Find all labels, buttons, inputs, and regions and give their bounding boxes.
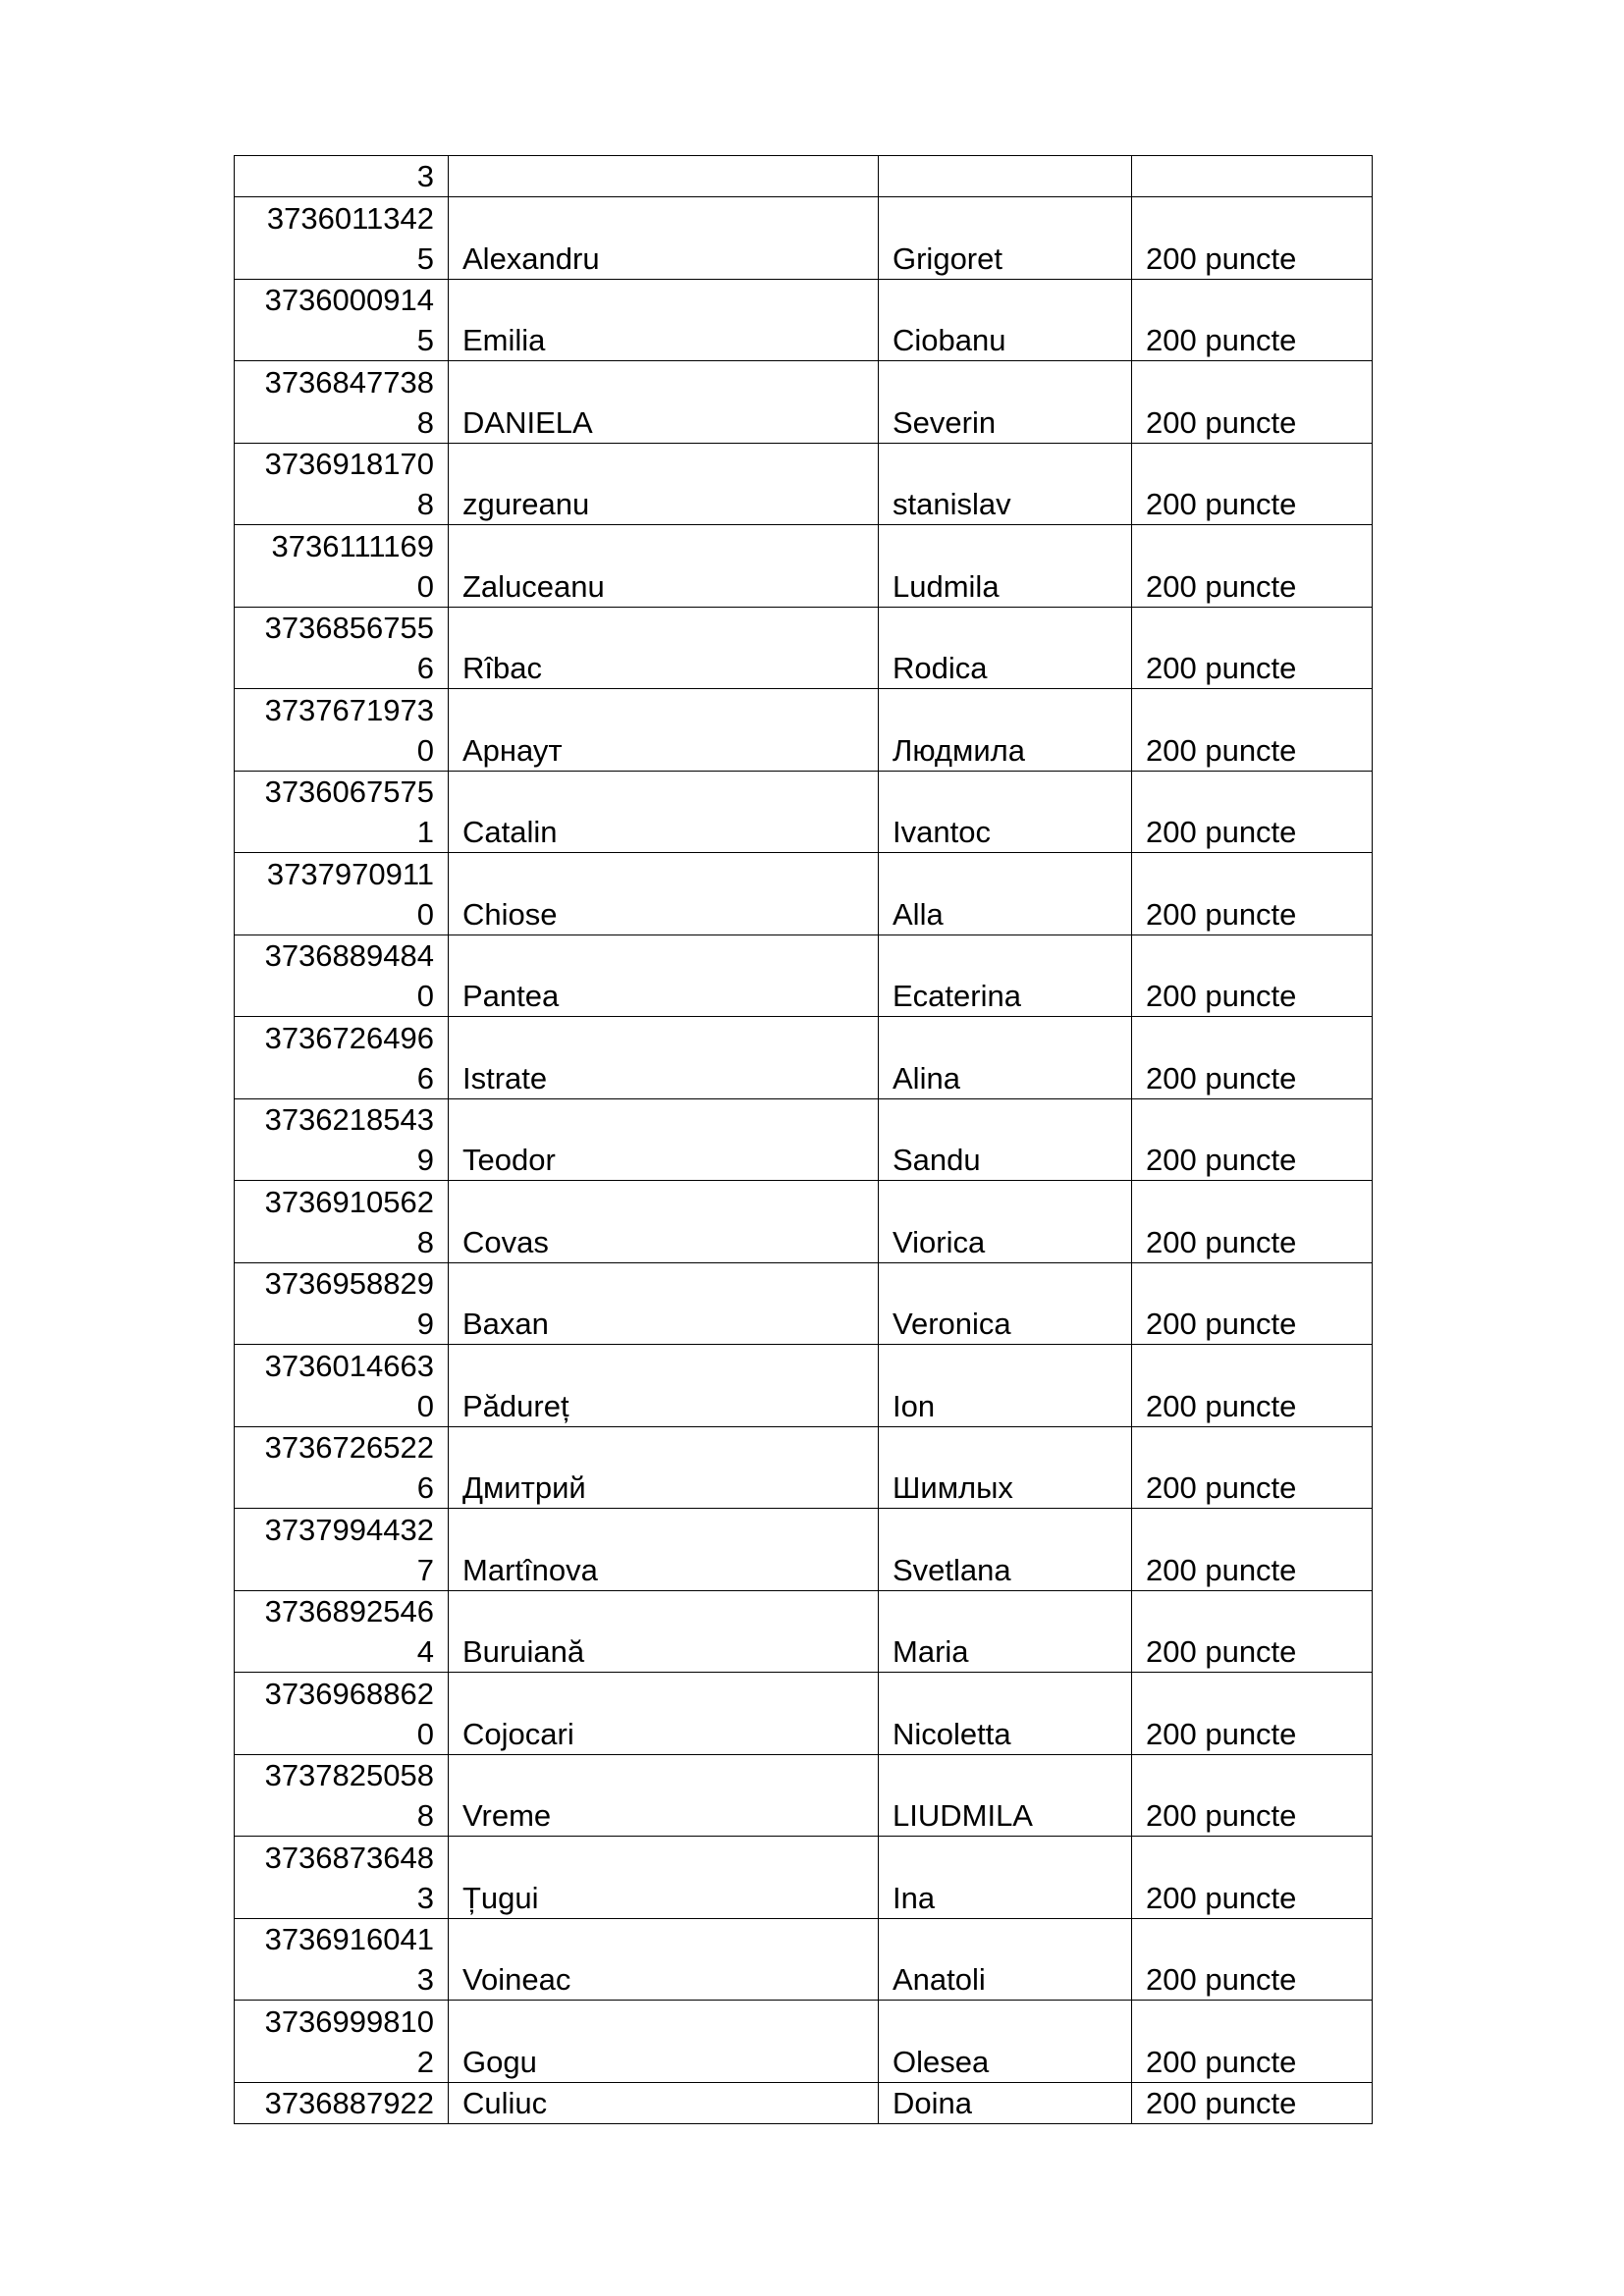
last-name-cell: [879, 1426, 1132, 1509]
phone-id-line: 3736014663: [264, 1348, 434, 1383]
phone-id-cell: [235, 197, 449, 280]
phone-id-line: 3736918170: [264, 447, 434, 481]
table-row: [235, 853, 1373, 935]
phone-id-line: 9: [416, 1143, 434, 1177]
last-name-cell: [879, 525, 1132, 608]
points-cell-text: 200 puncte: [1146, 1060, 1297, 1095]
first-name-cell-text: Zaluceanu: [462, 568, 605, 604]
last-name-cell-text: Sandu: [893, 1143, 981, 1177]
table-row: [235, 1262, 1373, 1345]
table-row: [235, 689, 1373, 772]
phone-id-line: 5: [416, 240, 434, 276]
phone-id-cell-text: [248, 1018, 434, 1098]
phone-id-cell: [235, 1426, 449, 1509]
points-cell: [1132, 156, 1373, 197]
points-cell-text: 200 puncte: [1146, 1962, 1297, 1997]
table-row: [235, 2001, 1373, 2083]
table-row: [235, 1837, 1373, 1919]
phone-id-cell: [235, 156, 449, 197]
phone-id-line: 3736218543: [264, 1102, 434, 1137]
first-name-cell: [449, 2082, 879, 2123]
last-name-cell-text: Ludmila: [893, 568, 1000, 604]
phone-id-line: 0: [416, 1716, 434, 1751]
phone-id-cell: [235, 1754, 449, 1837]
first-name-cell: [449, 1098, 879, 1181]
phone-id-cell-text: [248, 1510, 434, 1590]
first-name-cell: [449, 934, 879, 1017]
table-row: [235, 2082, 1373, 2123]
first-name-cell: [449, 1754, 879, 1837]
points-cell-text: 200 puncte: [1146, 2044, 1297, 2079]
points-cell: [1132, 1837, 1373, 1919]
last-name-cell-text: Anatoli: [893, 1962, 986, 1997]
phone-id-line: 2: [416, 2044, 434, 2079]
first-name-cell: [449, 1345, 879, 1427]
phone-id-line: 0: [416, 1388, 434, 1423]
points-cell-text: 200 puncte: [1146, 1880, 1297, 1915]
points-cell: [1132, 525, 1373, 608]
last-name-cell: [879, 1509, 1132, 1591]
phone-id-line: 3736873648: [264, 1840, 434, 1875]
phone-id-cell: [235, 1673, 449, 1755]
last-name-cell-text: Nicoletta: [893, 1716, 1011, 1751]
last-name-cell: [879, 1673, 1132, 1755]
phone-id-cell: [235, 1509, 449, 1591]
points-cell: [1132, 1754, 1373, 1837]
last-name-cell: [879, 156, 1132, 197]
first-name-cell: [449, 1262, 879, 1345]
phone-id-cell-text: [248, 772, 434, 852]
points-cell-text: 200 puncte: [1146, 1307, 1297, 1341]
last-name-cell-text: Ion: [893, 1388, 936, 1423]
last-name-cell-text: Grigoret: [893, 240, 1002, 276]
phone-id-line: 6: [416, 1470, 434, 1505]
last-name-cell: [879, 1262, 1132, 1345]
phone-id-line: 3736000914: [264, 283, 434, 317]
first-name-cell-text: Buruiană: [462, 1634, 585, 1669]
phone-id-line: 3736999810: [264, 2003, 434, 2039]
phone-id-line: 3736726522: [264, 1430, 434, 1465]
last-name-cell: [879, 2001, 1132, 2083]
last-name-cell-text: Шимлых: [893, 1470, 1013, 1505]
last-name-cell: [879, 443, 1132, 525]
last-name-cell-text: Людмила: [893, 732, 1025, 768]
phone-id-cell-text: [248, 362, 434, 443]
phone-id-cell: [235, 1017, 449, 1099]
phone-id-line: 0: [416, 568, 434, 604]
points-cell: [1132, 771, 1373, 853]
phone-id-line: 3736067575: [264, 774, 434, 809]
last-name-cell: [879, 197, 1132, 280]
points-cell-text: 200 puncte: [1146, 1470, 1297, 1505]
table-body: [235, 156, 1373, 2124]
points-cell: [1132, 1017, 1373, 1099]
first-name-cell-text: Alexandru: [462, 240, 600, 276]
phone-id-cell: [235, 689, 449, 772]
phone-id-line: 6: [416, 651, 434, 685]
points-cell: [1132, 2001, 1373, 2083]
phone-id-cell-text: [248, 1674, 434, 1754]
first-name-cell-text: Chiose: [462, 896, 558, 932]
first-name-cell: [449, 1509, 879, 1591]
phone-id-cell-text: [248, 1919, 434, 2000]
table-row: [235, 279, 1373, 361]
phone-id-line: 0: [416, 979, 434, 1013]
first-name-cell-text: Vreme: [462, 1798, 552, 1833]
first-name-cell: [449, 443, 879, 525]
points-cell-text: 200 puncte: [1146, 732, 1297, 768]
points-cell: [1132, 279, 1373, 361]
phone-id-cell-text: [248, 1099, 434, 1180]
points-cell: [1132, 1262, 1373, 1345]
points-cell: [1132, 1509, 1373, 1591]
first-name-cell-text: Дмитрий: [462, 1470, 586, 1505]
first-name-cell-text: Covas: [462, 1224, 549, 1259]
phone-id-cell: [235, 2001, 449, 2083]
table-row: [235, 1426, 1373, 1509]
points-cell: [1132, 1181, 1373, 1263]
phone-id-line: 3736111169: [271, 528, 434, 563]
first-name-cell: [449, 771, 879, 853]
phone-id-cell-text: [248, 1427, 434, 1508]
phone-id-line: 3: [416, 1880, 434, 1915]
last-name-cell: [879, 771, 1132, 853]
phone-id-cell-text: [248, 1755, 434, 1836]
first-name-cell-text: Cojocari: [462, 1716, 574, 1751]
last-name-cell-text: stanislav: [893, 487, 1011, 521]
last-name-cell: [879, 853, 1132, 935]
points-cell-text: 200 puncte: [1146, 1634, 1297, 1669]
phone-id-line: 6: [416, 1060, 434, 1095]
first-name-cell: [449, 1918, 879, 2001]
last-name-cell-text: Maria: [893, 1634, 969, 1669]
first-name-cell-text: Baxan: [462, 1307, 549, 1341]
phone-id-line: 8: [416, 1224, 434, 1259]
last-name-cell-text: Viorica: [893, 1224, 986, 1259]
last-name-cell-text: Ciobanu: [893, 323, 1006, 357]
points-cell: [1132, 1673, 1373, 1755]
phone-id-cell-text: [248, 526, 434, 607]
last-name-cell-text: Alla: [893, 896, 944, 932]
phone-id-cell-text: 3736887922: [264, 2085, 434, 2120]
last-name-cell: [879, 279, 1132, 361]
first-name-cell: [449, 2001, 879, 2083]
phone-id-line: 3736910562: [264, 1184, 434, 1219]
points-cell-text: 200 puncte: [1146, 1716, 1297, 1751]
phone-id-cell-text: [248, 444, 434, 524]
points-cell-text: 200 puncte: [1146, 240, 1297, 276]
phone-id-line: 9: [416, 1307, 434, 1341]
points-cell: [1132, 1426, 1373, 1509]
first-name-cell-text: Rîbac: [462, 651, 542, 685]
phone-id-line: 7: [416, 1552, 434, 1587]
first-name-cell-text: Gogu: [462, 2044, 537, 2079]
phone-id-cell-text: [248, 1346, 434, 1426]
table-row: [235, 1754, 1373, 1837]
phone-id-cell-text: [248, 690, 434, 771]
phone-id-cell: [235, 1590, 449, 1673]
last-name-cell-text: Ina: [893, 1880, 936, 1915]
phone-id-line: 3736916041: [264, 1922, 434, 1956]
first-name-cell: [449, 607, 879, 689]
first-name-cell: [449, 525, 879, 608]
table-row: [235, 197, 1373, 280]
phone-id-line: 3737994432: [264, 1512, 434, 1547]
points-cell-text: 200 puncte: [1146, 651, 1297, 685]
phone-id-line: 3737825058: [264, 1758, 434, 1792]
last-name-cell: [879, 1754, 1132, 1837]
first-name-cell: [449, 1426, 879, 1509]
phone-id-line: 3736847738: [264, 364, 434, 400]
last-name-cell-text: Rodica: [893, 651, 988, 685]
table-row: [235, 1918, 1373, 2001]
first-name-cell-text: Арнаут: [462, 732, 563, 768]
phone-id-cell-text: [248, 1182, 434, 1262]
first-name-cell: [449, 279, 879, 361]
phone-id-cell: [235, 1181, 449, 1263]
points-cell: [1132, 1918, 1373, 2001]
first-name-cell: [449, 1837, 879, 1919]
phone-id-cell-text: [248, 198, 434, 279]
last-name-cell-text: Olesea: [893, 2044, 990, 2079]
phone-id-cell-text: [248, 280, 434, 360]
phone-id-cell: [235, 2082, 449, 2123]
last-name-cell-text: Ecaterina: [893, 979, 1021, 1013]
phone-id-line: 0: [416, 896, 434, 932]
first-name-cell: [449, 197, 879, 280]
points-cell: [1132, 689, 1373, 772]
first-name-cell: [449, 1017, 879, 1099]
points-cell: [1132, 607, 1373, 689]
first-name-cell-text: Catalin: [462, 815, 558, 849]
phone-id-cell: [235, 1098, 449, 1181]
first-name-cell: [449, 1181, 879, 1263]
phone-id-line: 3736889484: [264, 938, 434, 973]
table-row: [235, 1098, 1373, 1181]
last-name-cell-text: Doina: [893, 2085, 972, 2120]
phone-id-line: 3: [416, 1962, 434, 1997]
first-name-cell-text: DANIELA: [462, 404, 593, 440]
table-row: [235, 934, 1373, 1017]
last-name-cell: [879, 934, 1132, 1017]
last-name-cell-text: LIUDMILA: [893, 1798, 1033, 1833]
points-cell-text: 200 puncte: [1146, 404, 1297, 440]
first-name-cell-text: Culiuc: [462, 2085, 548, 2120]
phone-id-line: 3736011342: [266, 200, 434, 236]
phone-id-cell: [235, 1345, 449, 1427]
last-name-cell: [879, 1918, 1132, 2001]
points-cell-text: 200 puncte: [1146, 979, 1297, 1013]
first-name-cell-text: Teodor: [462, 1143, 556, 1177]
table-row: [235, 607, 1373, 689]
last-name-cell: [879, 1017, 1132, 1099]
phone-id-line: 8: [416, 487, 434, 521]
points-cell: [1132, 361, 1373, 444]
phone-id-line: 0: [416, 732, 434, 768]
points-cell-text: 200 puncte: [1146, 1388, 1297, 1423]
participants-table: [234, 155, 1373, 2124]
points-cell-text: 200 puncte: [1146, 1798, 1297, 1833]
phone-id-line: 3737671973: [264, 692, 434, 727]
phone-id-cell-text: [248, 854, 434, 934]
phone-id-line: 1: [416, 815, 434, 849]
first-name-cell: [449, 361, 879, 444]
last-name-cell: [879, 361, 1132, 444]
first-name-cell-text: Voineac: [462, 1962, 571, 1997]
points-cell-text: 200 puncte: [1146, 487, 1297, 521]
table-row: [235, 361, 1373, 444]
phone-id-line: 3736726496: [264, 1020, 434, 1055]
phone-id-cell: [235, 771, 449, 853]
phone-id-line: 5: [416, 323, 434, 357]
points-cell-text: 200 puncte: [1146, 568, 1297, 604]
table-row: [235, 1509, 1373, 1591]
table-row: [235, 771, 1373, 853]
table-row: [235, 1345, 1373, 1427]
first-name-cell: [449, 1590, 879, 1673]
phone-id-line: 3736968862: [264, 1676, 434, 1711]
phone-id-line: 3737970911: [266, 856, 434, 891]
first-name-cell-text: Emilia: [462, 323, 546, 357]
points-cell-text: 200 puncte: [1146, 2085, 1297, 2120]
phone-id-cell-text: [248, 1263, 434, 1344]
first-name-cell: [449, 689, 879, 772]
last-name-cell-text: Alina: [893, 1060, 960, 1095]
first-name-cell-text: Țugui: [462, 1880, 539, 1915]
last-name-cell: [879, 607, 1132, 689]
points-cell: [1132, 197, 1373, 280]
first-name-cell-text: Pantea: [462, 979, 560, 1013]
first-name-cell-text: Istrate: [462, 1060, 548, 1095]
points-cell: [1132, 443, 1373, 525]
points-cell-text: 200 puncte: [1146, 1224, 1297, 1259]
last-name-cell: [879, 2082, 1132, 2123]
phone-id-cell: [235, 607, 449, 689]
table-row: [235, 1673, 1373, 1755]
last-name-cell: [879, 1837, 1132, 1919]
phone-id-line: 4: [416, 1634, 434, 1669]
points-cell: [1132, 1345, 1373, 1427]
phone-id-cell: [235, 853, 449, 935]
points-cell-text: 200 puncte: [1146, 896, 1297, 932]
phone-id-cell-text: [248, 2002, 434, 2082]
last-name-cell-text: Ivantoc: [893, 815, 991, 849]
phone-id-cell-text: [248, 608, 434, 688]
first-name-cell-text: zgureanu: [462, 487, 590, 521]
table-row: [235, 1181, 1373, 1263]
table-row: [235, 156, 1373, 197]
points-cell: [1132, 934, 1373, 1017]
first-name-cell-text: Pădureț: [462, 1388, 569, 1423]
last-name-cell: [879, 1181, 1132, 1263]
phone-id-cell: [235, 934, 449, 1017]
phone-id-line: 8: [416, 1798, 434, 1833]
phone-id-cell: [235, 1262, 449, 1345]
points-cell: [1132, 1590, 1373, 1673]
phone-id-cell-text: 3: [416, 159, 434, 193]
phone-id-cell-text: [248, 1591, 434, 1672]
last-name-cell-text: Svetlana: [893, 1552, 1011, 1587]
phone-id-line: 3736958829: [264, 1266, 434, 1301]
last-name-cell-text: Severin: [893, 404, 997, 440]
points-cell-text: 200 puncte: [1146, 323, 1297, 357]
first-name-cell: [449, 1673, 879, 1755]
points-cell: [1132, 853, 1373, 935]
phone-id-cell-text: [248, 1838, 434, 1918]
table-row: [235, 1590, 1373, 1673]
phone-id-cell: [235, 443, 449, 525]
phone-id-line: 3736856755: [264, 611, 434, 645]
phone-id-cell-text: [248, 935, 434, 1016]
phone-id-cell: [235, 361, 449, 444]
points-cell: [1132, 1098, 1373, 1181]
points-cell-text: 200 puncte: [1146, 815, 1297, 849]
table-row: [235, 525, 1373, 608]
table-row: [235, 1017, 1373, 1099]
phone-id-cell: [235, 1837, 449, 1919]
table-row: [235, 443, 1373, 525]
last-name-cell: [879, 1098, 1132, 1181]
first-name-cell-text: Martînova: [462, 1552, 598, 1587]
phone-id-cell: [235, 1918, 449, 2001]
last-name-cell-text: Veronica: [893, 1307, 1011, 1341]
last-name-cell: [879, 1590, 1132, 1673]
points-cell: [1132, 2082, 1373, 2123]
phone-id-cell: [235, 525, 449, 608]
last-name-cell: [879, 1345, 1132, 1427]
phone-id-line: 3736892546: [264, 1594, 434, 1629]
first-name-cell: [449, 853, 879, 935]
points-cell-text: 200 puncte: [1146, 1552, 1297, 1587]
phone-id-line: 8: [416, 404, 434, 440]
phone-id-cell: [235, 279, 449, 361]
first-name-cell: [449, 156, 879, 197]
last-name-cell: [879, 689, 1132, 772]
points-cell-text: 200 puncte: [1146, 1143, 1297, 1177]
